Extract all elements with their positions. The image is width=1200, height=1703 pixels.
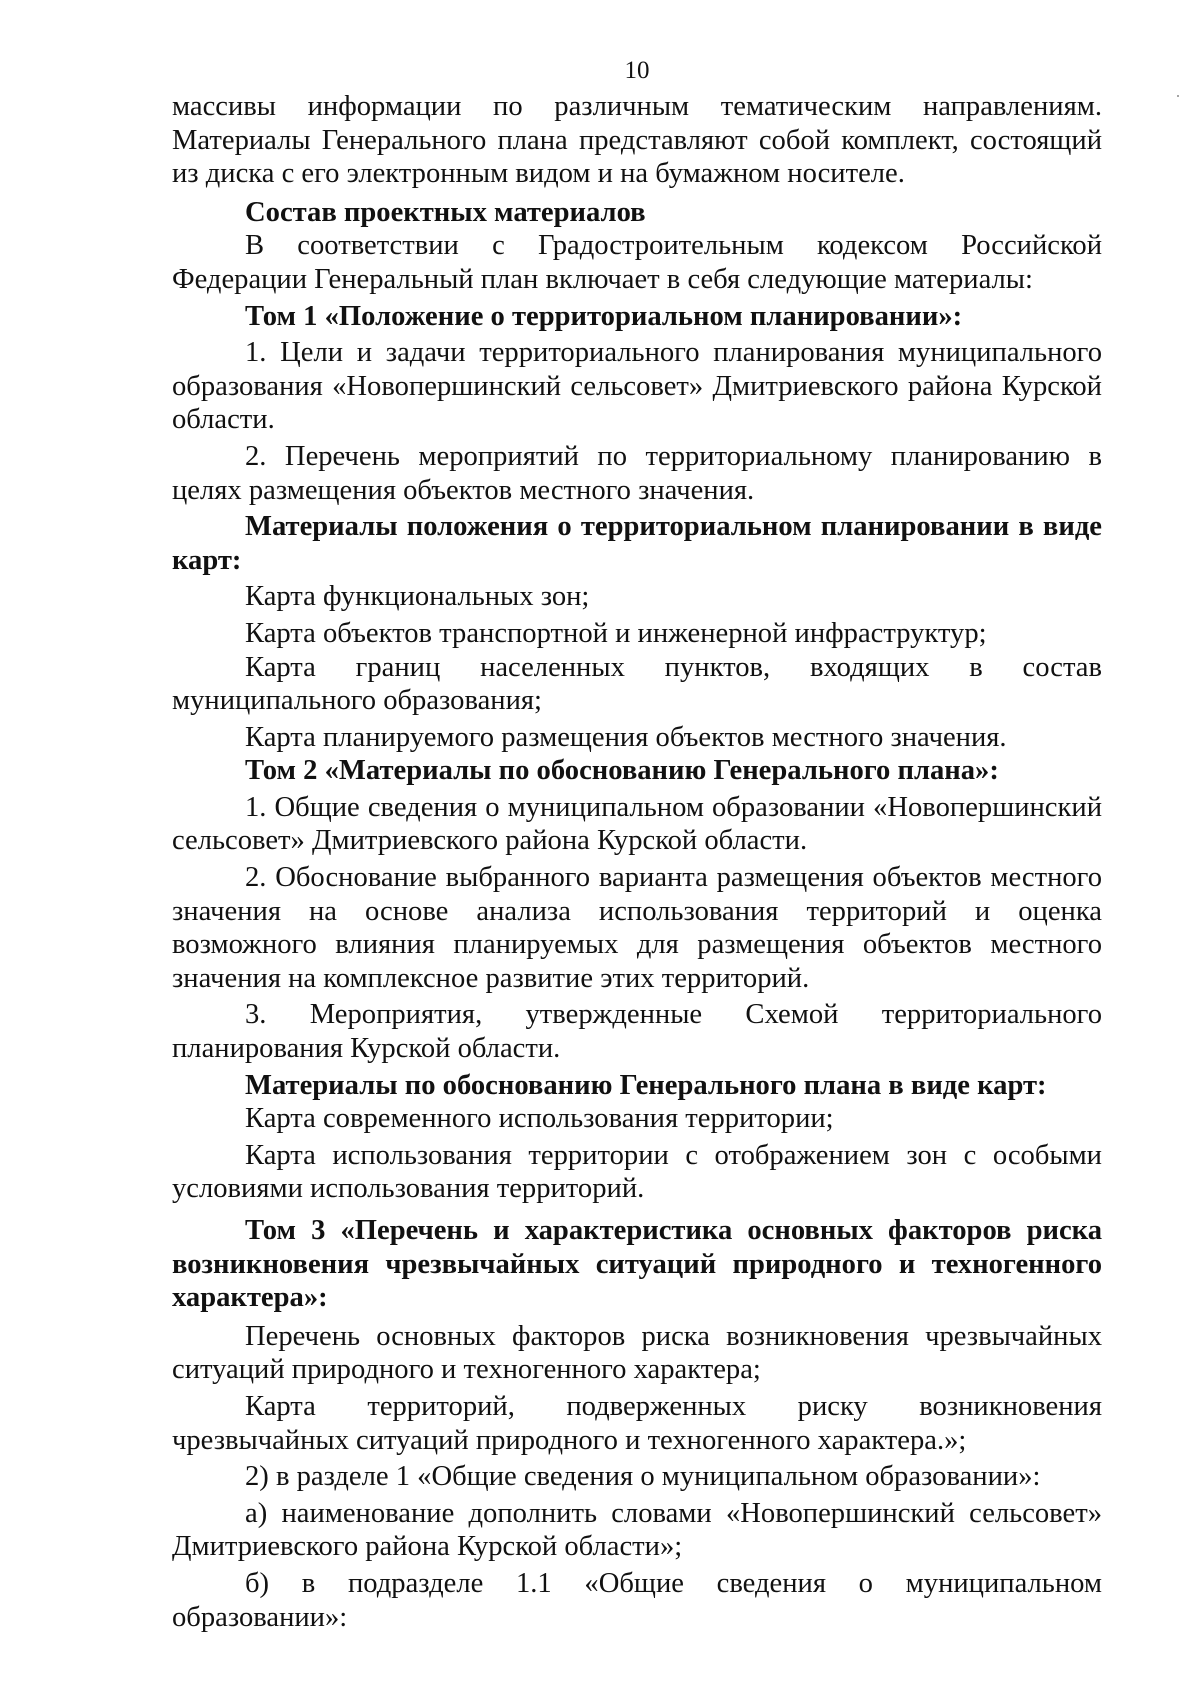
list-item-map-local-objects: Карта планируемого размещения объектов местного значения. (245, 721, 1007, 753)
list-item-volume1-goals: 1. Цели и задачи территориального планирования муниципального образования «Новопершинский сельсовет» Дмитриевского района Курской области. (172, 337, 1102, 436)
page-number: 10 (624, 57, 650, 84)
list-item-map-risk-territories: Карта территорий, подверженных риску возникновения чрезвычайных ситуаций природного и техногенного характера.»; (172, 1390, 1102, 1456)
list-item-volume1-measures: 2. Перечень мероприятий по территориальному планированию в целях размещения объектов местного значения. (172, 440, 1102, 506)
heading-volume1-maps: Материалы положения о территориальном планировании в виде карт: (172, 511, 1102, 576)
amendment-item-a: а) наименование дополнить словами «Новопершинский сельсовет» Дмитриевского района Курской области»; (172, 1497, 1102, 1563)
list-item-map-functional-zones: Карта функциональных зон; (245, 581, 590, 613)
document-page (172, 54, 1102, 1634)
list-item-map-special-zones: Карта использования территории с отображением зон с особыми условиями использования территорий. (172, 1139, 1102, 1205)
heading-volume-2: Том 2 «Материалы по обоснованию Генерального плана»: (245, 755, 999, 787)
paragraph-intro-continuation: массивы информации по различным тематическим направлениям. Материалы Генерального плана представляют собой комплект, состоящий из диска с его электронным видом и на бумажном носителе. (172, 91, 1102, 190)
list-item-volume2-measures: 3. Мероприятия, утвержденные Схемой территориального планирования Курской области. (172, 999, 1102, 1065)
list-item-volume2-justification: 2. Обоснование выбранного варианта размещения объектов местного значения на основе анализа использования территорий и оценка возможного влияния планируемых для размещения объектов местного значения на комплексное развитие этих территорий. (172, 862, 1102, 994)
list-item-volume2-general-info: 1. Общие сведения о муниципальном образовании «Новопершинский сельсовет» Дмитриевского района Курской области. (172, 791, 1102, 857)
list-item-map-settlement-borders: Карта границ населенных пунктов, входящих в состав муниципального образования; (172, 651, 1102, 717)
heading-volume-1: Том 1 «Положение о территориальном планировании»: (245, 300, 963, 332)
heading-volume-3: Том 3 «Перечень и характеристика основных факторов риска возникновения чрезвычайных ситуаций природного и техногенного характера»: (172, 1215, 1102, 1314)
amendment-section-1: 2) в разделе 1 «Общие сведения о муниципальном образовании»: (245, 1461, 1041, 1493)
paragraph-gradcode: В соответствии с Градостроительным кодексом Российской Федерации Генеральный план включает в себя следующие материалы: (172, 230, 1102, 295)
scan-speck (1177, 95, 1179, 97)
amendment-item-b: б) в подразделе 1.1 «Общие сведения о муниципальном образовании»: (172, 1567, 1102, 1633)
heading-volume2-maps: Материалы по обоснованию Генерального плана в виде карт: (245, 1069, 1047, 1101)
list-item-map-infrastructure: Карта объектов транспортной и инженерной инфраструктур; (245, 617, 987, 649)
list-item-risk-factors: Перечень основных факторов риска возникновения чрезвычайных ситуаций природного и техногенного характера; (172, 1320, 1102, 1386)
heading-project-materials: Состав проектных материалов (245, 196, 646, 228)
list-item-map-current-use: Карта современного использования территории; (245, 1103, 834, 1135)
